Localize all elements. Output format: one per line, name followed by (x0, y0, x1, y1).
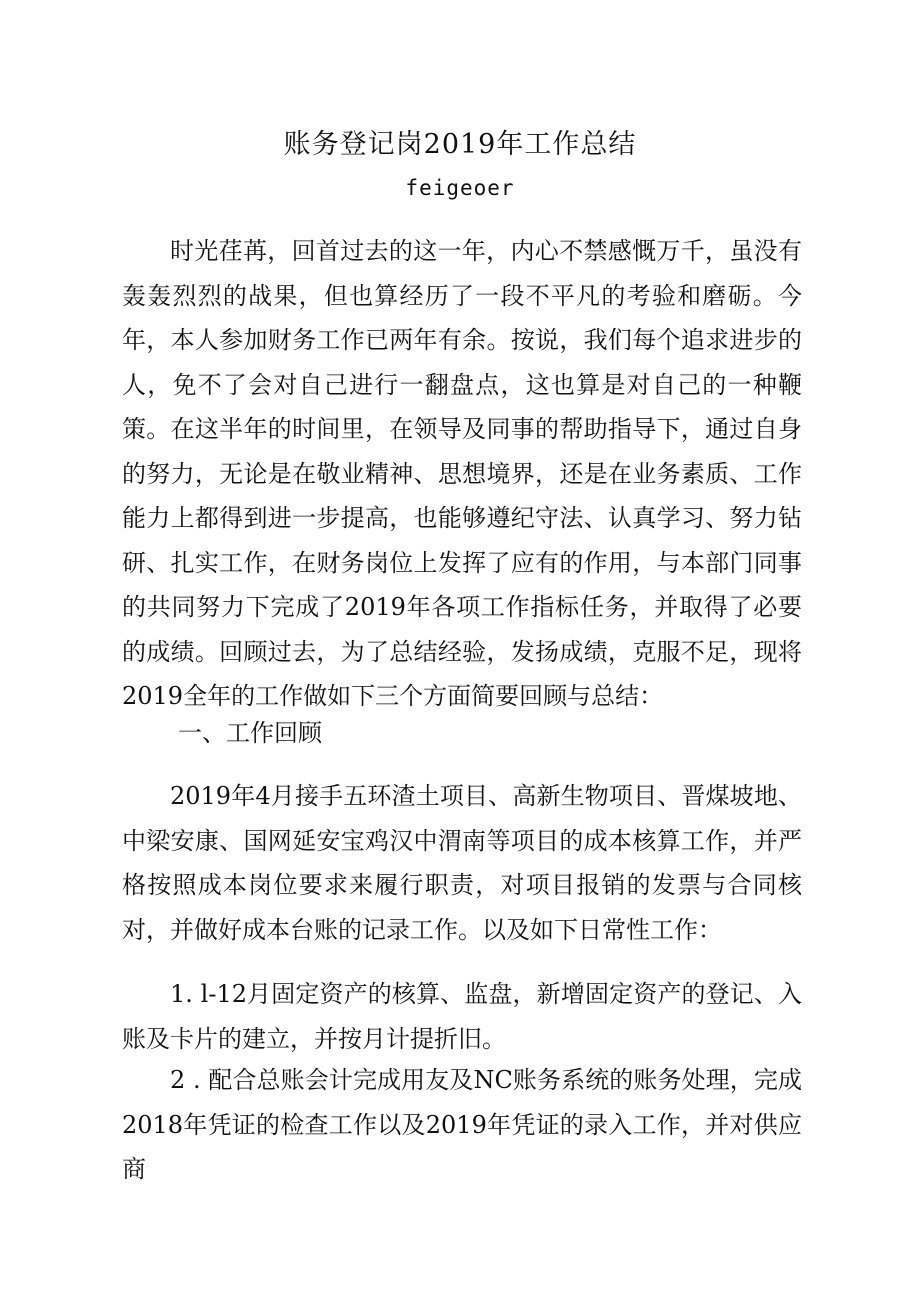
list-item-2: 2 . 配合总账会计完成用友及NC账务系统的账务处理，完成2018年凭证的检查工作以及2019年凭证的录入工作，并对供应商 (122, 1066, 802, 1183)
section-heading: 一、工作回顾 (178, 719, 322, 747)
section-body-paragraph: 2019年4月接手五环渣土项目、高新生物项目、晋煤坡地、中梁安康、国网延安宝鸡汉中渭南等项目的成本核算工作，并严格按照成本岗位要求来履行职责，对项目报销的发票与合同核对，并做好成本台账的记录工作。以及如下日常性工作： (122, 782, 802, 944)
document-author: feigeoer (405, 176, 515, 200)
intro-paragraph: 时光荏苒，回首过去的这一年，内心不禁感慨万千，虽没有轰轰烈烈的战果，但也算经历了一段不平凡的考验和磨砺。今年，本人参加财务工作已两年有余。按说，我们每个追求进步的人，免不了会对自己进行一翻盘点，这也算是对自己的一种鞭策。在这半年的时间里，在领导及同事的帮助指导下，通过自身的努力，无论是在敬业精神、思想境界，还是在业务素质、工作能力上都得到进一步提高，也能够遵纪守法、认真学习、努力钻研、扎实工作，在财务岗位上发挥了应有的作用，与本部门同事的共同努力下完成了2019年各项工作指标任务，并取得了必要的成绩。回顾过去，为了总结经验，发扬成绩，克服不足，现将2019全年的工作做如下三个方面简要回顾与总结： (122, 237, 802, 710)
list-item-1: 1. l-12月固定资产的核算、监盘，新增固定资产的登记、入账及卡片的建立，并按月计提折旧。 (122, 980, 802, 1053)
document-title: 账务登记岗2019年工作总结 (283, 129, 637, 160)
